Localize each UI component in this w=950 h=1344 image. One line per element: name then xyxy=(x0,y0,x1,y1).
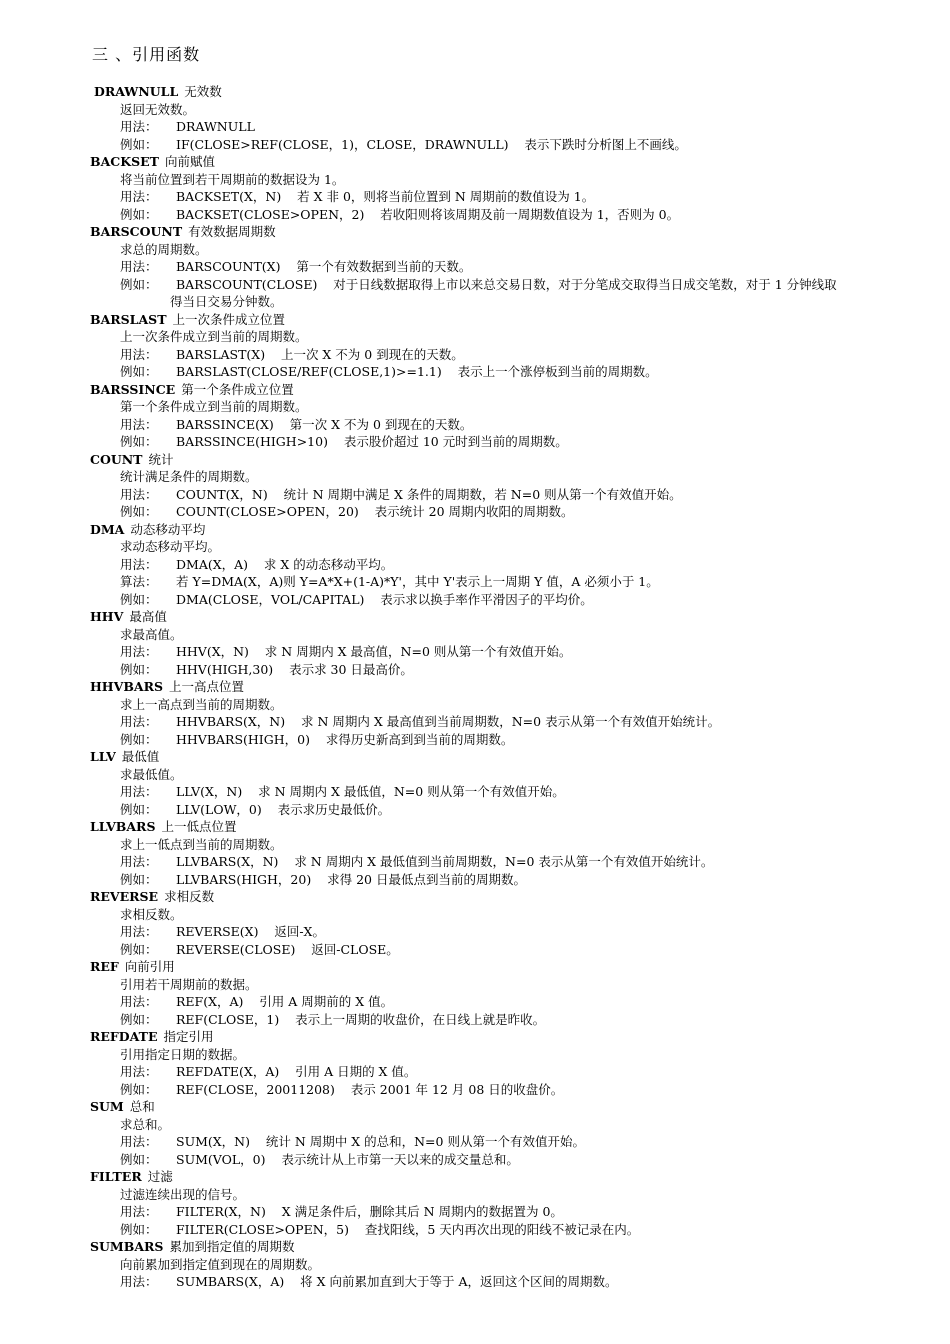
function-name: LLVBARS xyxy=(90,819,156,834)
function-short-description: 第一个条件成立位置 xyxy=(181,381,294,397)
function-short-description: 统计 xyxy=(148,451,174,467)
row-label: 用法： xyxy=(120,486,158,502)
row-text: HHVBARS(X，N) 求 N 周期内 X 最高值到当前周期数，N=0 表示从第一个有效值开始统计。 xyxy=(176,714,721,729)
row-label: 例如： xyxy=(120,136,158,152)
function-example-row xyxy=(90,276,920,294)
row-label: 例如： xyxy=(120,1081,158,1097)
function-description: 求总的周期数。 xyxy=(120,241,208,257)
function-short-description: 累加到指定值的周期数 xyxy=(169,1239,295,1254)
function-example-row xyxy=(90,363,920,381)
function-heading xyxy=(90,818,920,836)
row-text: REF(CLOSE，1) 表示上一周期的收盘价，在日线上就是昨收。 xyxy=(176,1011,546,1027)
row-label: 例如： xyxy=(120,731,158,747)
row-text: REVERSE(CLOSE) 返回-CLOSE。 xyxy=(176,941,399,957)
row-text: BARSCOUNT(X) 第一个有效数据到当前的天数。 xyxy=(176,259,472,274)
row-text: REF(X，A) 引用 A 周期前的 X 值。 xyxy=(176,994,394,1009)
function-name: DMA xyxy=(90,521,125,537)
row-text: LLV(LOW，0) 表示求历史最低价。 xyxy=(176,801,391,817)
function-heading xyxy=(90,153,920,171)
function-usage-row xyxy=(90,118,920,136)
function-name: BACKSET xyxy=(90,154,159,169)
function-algorithm-row xyxy=(90,573,920,591)
row-text: LLV(X，N) 求 N 周期内 X 最低值，N=0 则从第一个有效值开始。 xyxy=(176,784,565,799)
row-text: BACKSET(CLOSE>OPEN，2) 若收阳则将该周期及前一周期数值设为 1，否则为 0。 xyxy=(176,206,680,222)
function-short-description: 向前赋值 xyxy=(164,154,215,169)
function-description: 求最高值。 xyxy=(120,626,183,642)
function-heading xyxy=(90,311,920,329)
function-entry xyxy=(90,1238,920,1291)
function-usage-row xyxy=(90,258,920,276)
function-name: SUMBARS xyxy=(90,1239,164,1254)
function-name: SUM xyxy=(90,1099,124,1114)
row-label: 例如： xyxy=(120,434,158,449)
row-label: 用法： xyxy=(120,1134,158,1149)
row-label: 例如： xyxy=(120,206,158,222)
function-example-row xyxy=(90,801,920,819)
row-label: 用法： xyxy=(120,556,158,572)
row-label: 用法： xyxy=(120,784,158,799)
row-text: 若 Y=DMA(X，A)则 Y=A*X+(1-A)*Y'，其中 Y'表示上一周期 Y 值，A 必须小于 1。 xyxy=(176,574,659,589)
row-text: BACKSET(X，N) 若 X 非 0，则将当前位置到 N 周期前的数值设为 1。 xyxy=(176,189,595,204)
row-text: REVERSE(X) 返回-X。 xyxy=(176,924,325,939)
function-description: 将当前位置到若干周期前的数据设为 1。 xyxy=(120,171,345,187)
function-entry xyxy=(90,451,920,521)
function-name: BARSLAST xyxy=(90,311,167,327)
row-text: LLVBARS(X，N) 求 N 周期内 X 最低值到当前周期数，N=0 表示从第一个有效值开始统计。 xyxy=(176,854,714,869)
function-usage-row xyxy=(90,188,920,206)
row-text: HHV(X，N) 求 N 周期内 X 最高值，N=0 则从第一个有效值开始。 xyxy=(176,644,572,659)
function-example-row xyxy=(90,1081,920,1099)
function-name: BARSCOUNT xyxy=(90,224,183,239)
function-name: HHVBARS xyxy=(90,679,163,694)
function-entry xyxy=(90,521,920,609)
function-list xyxy=(90,83,920,1291)
function-usage-row xyxy=(90,993,920,1011)
function-short-description: 有效数据周期数 xyxy=(188,224,276,239)
function-description: 引用指定日期的数据。 xyxy=(120,1046,246,1062)
row-label: 例如： xyxy=(120,801,158,817)
row-label: 例如： xyxy=(120,941,158,957)
row-text: DMA(X，A) 求 X 的动态移动平均。 xyxy=(176,556,394,572)
function-example-row xyxy=(90,1221,920,1239)
function-usage-row xyxy=(90,1133,920,1151)
function-name: DRAWNULL xyxy=(94,84,179,99)
function-short-description: 最低值 xyxy=(121,749,160,764)
function-heading xyxy=(90,381,920,399)
function-usage-row xyxy=(90,1273,920,1291)
function-usage-row xyxy=(90,346,920,364)
function-entry xyxy=(90,311,920,381)
function-heading xyxy=(90,1028,920,1046)
function-example-row xyxy=(90,941,920,959)
function-short-description: 最高值 xyxy=(129,609,167,624)
row-text: SUM(X，N) 统计 N 周期中 X 的总和，N=0 则从第一个有效值开始。 xyxy=(176,1134,585,1149)
function-short-description: 无效数 xyxy=(184,84,222,99)
section-title: 三 、引用函数 xyxy=(92,45,201,64)
function-usage-row xyxy=(90,923,920,941)
row-label: 例如： xyxy=(120,276,158,292)
function-heading xyxy=(90,958,920,976)
function-name: HHV xyxy=(90,609,124,624)
function-entry xyxy=(90,958,920,1028)
function-entry xyxy=(90,1028,920,1098)
function-entry xyxy=(90,1168,920,1238)
row-label: 例如： xyxy=(120,1011,158,1027)
function-short-description: 动态移动平均 xyxy=(130,521,206,537)
function-short-description: 求相反数 xyxy=(164,889,215,904)
row-label: 用法： xyxy=(120,924,158,939)
function-name: FILTER xyxy=(90,1169,142,1184)
row-label: 用法： xyxy=(120,1064,158,1079)
function-short-description: 上一高点位置 xyxy=(169,679,245,694)
row-text: IF(CLOSE>REF(CLOSE，1)，CLOSE，DRAWNULL) 表示下跌时分析图上不画线。 xyxy=(176,136,687,152)
row-label: 用法： xyxy=(120,259,158,274)
row-text: REF(CLOSE，20011208) 表示 2001 年 12 月 08 日的收盘价。 xyxy=(176,1081,564,1097)
row-label: 用法： xyxy=(120,416,158,432)
row-text: BARSSINCE(HIGH>10) 表示股价超过 10 元时到当前的周期数。 xyxy=(176,434,568,449)
function-entry xyxy=(90,888,920,958)
function-entry xyxy=(90,818,920,888)
function-short-description: 总和 xyxy=(129,1099,155,1114)
function-description: 返回无效数。 xyxy=(120,101,196,117)
row-label: 用法： xyxy=(120,346,158,362)
function-example-row xyxy=(90,136,920,154)
row-label: 用法： xyxy=(120,189,158,204)
function-example-row xyxy=(90,503,920,521)
function-description: 求最低值。 xyxy=(120,766,183,782)
function-heading xyxy=(90,1098,920,1116)
function-usage-row xyxy=(90,713,920,731)
function-usage-row xyxy=(90,416,920,434)
row-label: 用法： xyxy=(120,1274,158,1289)
function-usage-row xyxy=(90,1063,920,1081)
function-usage-row xyxy=(90,1203,920,1221)
row-label: 例如： xyxy=(120,504,158,519)
function-name: COUNT xyxy=(90,451,143,467)
row-label: 例如： xyxy=(120,1221,158,1237)
function-entry xyxy=(90,1098,920,1168)
row-label: 例如： xyxy=(120,1151,158,1167)
function-usage-row xyxy=(90,783,920,801)
function-entry xyxy=(90,153,920,223)
function-example-row xyxy=(90,661,920,679)
function-example-row xyxy=(90,871,920,889)
function-description: 上一次条件成立到当前的周期数。 xyxy=(120,329,308,344)
function-example-row xyxy=(90,1151,920,1169)
function-heading xyxy=(90,1168,920,1186)
row-continuation: 得当日交易分钟数。 xyxy=(170,294,283,309)
row-label: 用法： xyxy=(120,994,158,1009)
function-description: 统计满足条件的周期数。 xyxy=(120,469,258,484)
row-text: SUMBARS(X，A) 将 X 向前累加直到大于等于 A，返回这个区间的周期数。 xyxy=(176,1274,618,1289)
row-label: 用法： xyxy=(120,1204,158,1219)
function-name: REVERSE xyxy=(90,889,159,904)
function-name: REFDATE xyxy=(90,1029,158,1044)
function-short-description: 过滤 xyxy=(147,1169,173,1184)
row-text: DRAWNULL xyxy=(176,119,255,134)
row-text: FILTER(CLOSE>OPEN，5) 查找阳线，5 天内再次出现的阳线不被记录在内。 xyxy=(176,1221,640,1237)
function-description: 求上一低点到当前的周期数。 xyxy=(120,836,283,852)
function-usage-row xyxy=(90,853,920,871)
row-text: COUNT(CLOSE>OPEN，20) 表示统计 20 周期内收阳的周期数。 xyxy=(176,504,574,519)
function-heading xyxy=(90,223,920,241)
row-label: 用法： xyxy=(120,854,158,869)
function-short-description: 向前引用 xyxy=(124,959,175,974)
function-example-row xyxy=(90,1011,920,1029)
function-name: LLV xyxy=(90,749,116,764)
function-example-row xyxy=(90,206,920,224)
function-example-row xyxy=(90,433,920,451)
row-text: HHVBARS(HIGH，0) 求得历史新高到到当前的周期数。 xyxy=(176,731,514,747)
function-name: REF xyxy=(90,959,119,974)
function-description: 过滤连续出现的信号。 xyxy=(120,1186,246,1202)
row-text: BARSSINCE(X) 第一次 X 不为 0 到现在的天数。 xyxy=(176,416,473,432)
function-heading xyxy=(90,678,920,696)
function-description: 第一个条件成立到当前的周期数。 xyxy=(120,399,308,414)
function-description: 引用若干周期前的数据。 xyxy=(120,976,258,992)
row-text: BARSLAST(X) 上一次 X 不为 0 到现在的天数。 xyxy=(176,346,464,362)
function-entry xyxy=(90,223,920,311)
function-heading xyxy=(90,451,920,469)
row-label: 例如： xyxy=(120,661,158,677)
function-heading xyxy=(90,748,920,766)
function-heading xyxy=(90,608,920,626)
row-text: SUM(VOL，0) 表示统计从上市第一天以来的成交量总和。 xyxy=(176,1151,519,1167)
function-short-description: 上一次条件成立位置 xyxy=(172,311,286,327)
function-entry xyxy=(90,83,920,153)
row-text: FILTER(X，N) X 满足条件后，删除其后 N 周期内的数据置为 0。 xyxy=(176,1204,563,1219)
row-text: DMA(CLOSE，VOL/CAPITAL) 表示求以换手率作平滑因子的平均价。 xyxy=(176,591,593,607)
function-entry xyxy=(90,678,920,748)
function-usage-row xyxy=(90,643,920,661)
function-heading xyxy=(90,1238,920,1256)
row-label: 用法： xyxy=(120,119,158,134)
function-description: 求总和。 xyxy=(120,1116,171,1132)
function-short-description: 上一低点位置 xyxy=(161,819,237,834)
row-text: COUNT(X，N) 统计 N 周期中满足 X 条件的周期数，若 N=0 则从第一个有效值开始。 xyxy=(176,486,682,502)
function-example-row xyxy=(90,591,920,609)
function-description: 求动态移动平均。 xyxy=(120,539,221,554)
function-description: 求上一高点到当前的周期数。 xyxy=(120,696,283,712)
row-text: HHV(HIGH,30) 表示求 30 日最高价。 xyxy=(176,661,413,677)
function-entry xyxy=(90,608,920,678)
row-label: 例如： xyxy=(120,364,158,379)
function-usage-row xyxy=(90,486,920,504)
row-label: 算法： xyxy=(120,574,158,589)
row-text: LLVBARS(HIGH，20) 求得 20 日最低点到当前的周期数。 xyxy=(176,871,526,887)
row-text: REFDATE(X，A) 引用 A 日期的 X 值。 xyxy=(176,1064,417,1079)
row-label: 用法： xyxy=(120,714,158,729)
function-entry xyxy=(90,381,920,451)
function-description: 求相反数。 xyxy=(120,906,183,922)
row-label: 用法： xyxy=(120,644,158,659)
function-heading xyxy=(90,83,920,101)
row-text: BARSCOUNT(CLOSE) 对于日线数据取得上市以来总交易日数，对于分笔成交取得当日成交笔数，对于 1 分钟线取 xyxy=(176,276,837,292)
row-text: BARSLAST(CLOSE/REF(CLOSE,1)>=1.1) 表示上一个涨停板到当前的周期数。 xyxy=(176,364,658,379)
function-heading xyxy=(90,888,920,906)
function-name: BARSSINCE xyxy=(90,381,176,397)
row-label: 例如： xyxy=(120,871,158,887)
row-label: 例如： xyxy=(120,591,158,607)
function-example-row xyxy=(90,731,920,749)
function-heading xyxy=(90,521,920,539)
function-usage-row xyxy=(90,556,920,574)
function-short-description: 指定引用 xyxy=(163,1029,214,1044)
function-entry xyxy=(90,748,920,818)
function-description: 向前累加到指定值到现在的周期数。 xyxy=(120,1256,321,1272)
